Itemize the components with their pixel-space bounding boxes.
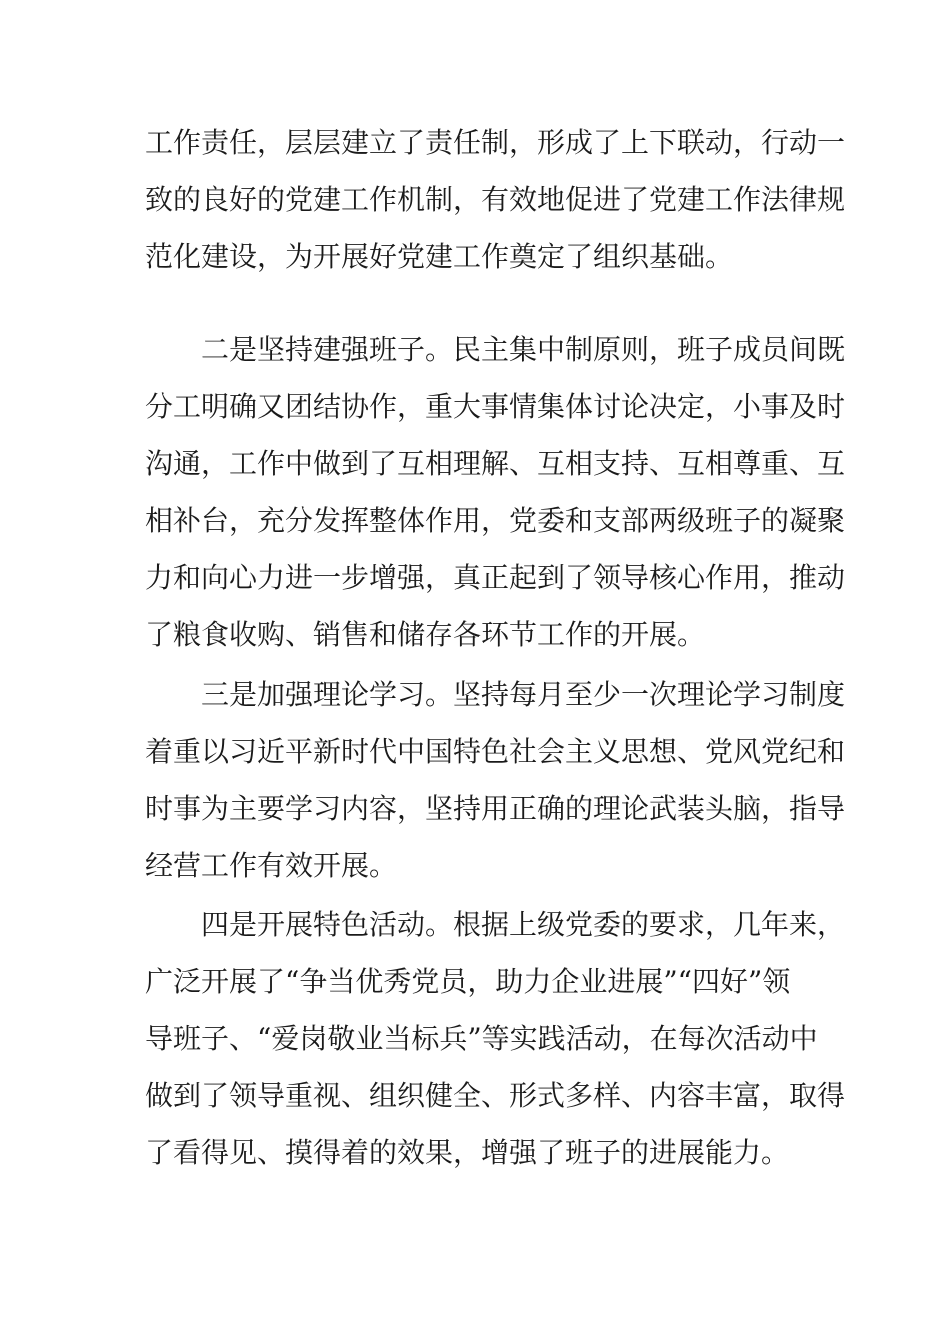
text-line: 力和向心力进一步增强，真正起到了领导核心作用，推动 (145, 561, 846, 594)
text-line: 相补台，充分发挥整体作用，党委和支部两级班子的凝聚 (145, 504, 846, 537)
paragraph-leadership-team (145, 333, 846, 651)
paragraph-special-activities (145, 908, 846, 1169)
text-line: 工作责任，层层建立了责任制，形成了上下联动，行动一 (145, 126, 846, 159)
text-line: 分工明确又团结协作，重大事情集体讨论决定，小事及时 (145, 390, 846, 423)
text-line: 沟通，工作中做到了互相理解、互相支持、互相尊重、互 (145, 447, 846, 480)
text-line: 时事为主要学习内容，坚持用正确的理论武装头脑，指导 (145, 792, 846, 825)
text-line: 着重以习近平新时代中国特色社会主义思想、党风党纪和 (145, 735, 846, 768)
text-line: 三是加强理论学习。坚持每月至少一次理论学习制度 (201, 678, 846, 711)
text-line: 做到了领导重视、组织健全、形式多样、内容丰富，取得 (145, 1079, 846, 1112)
text-line: 四是开展特色活动。根据上级党委的要求，几年来， (201, 908, 846, 941)
text-line: 范化建设，为开展好党建工作奠定了组织基础。 (145, 240, 734, 273)
text-line: 广泛开展了“争当优秀党员，助力企业进展”“四好”领 (145, 965, 791, 998)
text-line: 导班子、“爱岗敬业当标兵”等实践活动，在每次活动中 (145, 1022, 818, 1055)
text-line: 了粮食收购、销售和储存各环节工作的开展。 (145, 618, 706, 651)
paragraph-theory-study (145, 678, 846, 882)
text-line: 二是坚持建强班子。民主集中制原则，班子成员间既 (201, 333, 846, 366)
text-line: 了看得见、摸得着的效果，增强了班子的进展能力。 (145, 1136, 790, 1169)
text-line: 经营工作有效开展。 (145, 849, 398, 882)
text-line: 致的良好的党建工作机制，有效地促进了党建工作法律规 (145, 183, 846, 216)
paragraph-responsibility (145, 126, 846, 273)
